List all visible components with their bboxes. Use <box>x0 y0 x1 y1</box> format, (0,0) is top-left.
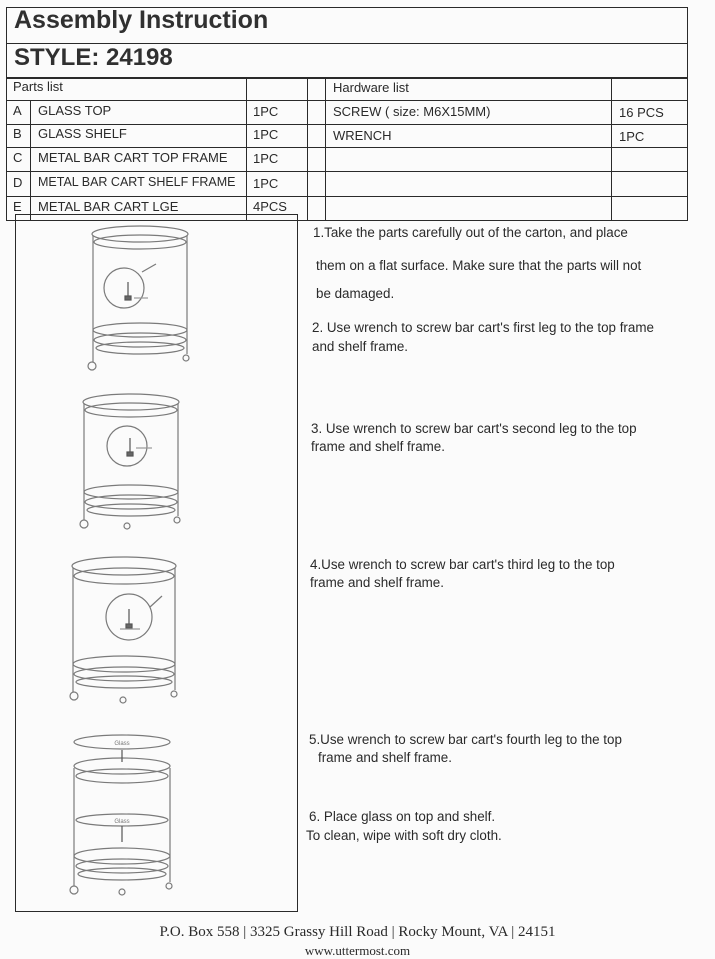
part-letter: E <box>13 199 22 214</box>
part-qty: 1PC <box>253 127 279 142</box>
assembly-illustrations <box>0 214 300 914</box>
table-rule <box>611 78 612 221</box>
cart-illustration-step-6 <box>70 735 172 895</box>
part-name: GLASS SHELF <box>38 126 127 141</box>
part-letter: B <box>13 126 22 141</box>
table-rule <box>325 78 326 221</box>
table-rule <box>6 124 688 125</box>
part-qty: 4PCS <box>253 199 287 214</box>
part-name: GLASS TOP <box>38 103 112 118</box>
footer-address: P.O. Box 558 | 3325 Grassy Hill Road | Rocky Mount, VA | 24151 <box>159 924 556 940</box>
table-rule <box>6 171 688 172</box>
step-3-line-2: frame and shelf frame. <box>311 439 445 454</box>
footer-website: www.uttermost.com <box>304 943 411 958</box>
step-4-line-1: 4.Use wrench to screw bar cart's third leg to the top <box>310 557 615 572</box>
part-qty: 1PC <box>253 104 279 119</box>
hardware-name: WRENCH <box>333 128 392 143</box>
step-2-line-2: and shelf frame. <box>312 339 409 354</box>
part-letter: C <box>13 150 23 165</box>
part-qty: 1PC <box>253 176 279 191</box>
hardware-list-heading: Hardware list <box>333 80 409 95</box>
cart-illustration-step-2 <box>88 226 189 370</box>
hardware-name: SCREW ( size: M6X15MM) <box>333 104 491 119</box>
table-rule <box>6 147 688 148</box>
parts-list-heading: Parts list <box>13 79 63 94</box>
step-1-line-3: be damaged. <box>316 286 395 301</box>
document-title: Assembly Instruction <box>14 6 269 34</box>
part-name: METAL BAR CART TOP FRAME <box>38 150 228 165</box>
table-rule <box>6 100 688 101</box>
style-number: STYLE: 24198 <box>14 44 173 71</box>
cart-illustration-step-3 <box>80 394 180 529</box>
table-rule <box>6 196 688 197</box>
step-1-line-1: 1.Take the parts carefully out of the carton, and place <box>313 225 628 240</box>
step-6-line-1: 6. Place glass on top and shelf. <box>309 809 496 824</box>
step-2-line-1: 2. Use wrench to screw bar cart's first leg to the top frame <box>312 320 654 335</box>
step-5-line-1: 5.Use wrench to screw bar cart's fourth leg to the top <box>309 732 622 747</box>
part-letter: A <box>13 103 22 118</box>
glass-top-label: Glass <box>114 741 130 747</box>
step-3-line-1: 3. Use wrench to screw bar cart's second leg to the top <box>311 421 637 436</box>
table-rule <box>307 78 308 221</box>
step-5-line-2: frame and shelf frame. <box>318 750 452 765</box>
part-letter: D <box>13 175 23 190</box>
glass-shelf-label: Glass <box>114 819 130 825</box>
part-name: METAL BAR CART SHELF FRAME <box>38 175 236 189</box>
part-qty: 1PC <box>253 151 279 166</box>
part-name: METAL BAR CART LGE <box>38 199 179 214</box>
table-rule <box>30 100 31 221</box>
hardware-qty: 16 PCS <box>619 105 664 120</box>
hardware-qty: 1PC <box>619 129 645 144</box>
step-1-line-2: them on a flat surface. Make sure that the parts will not <box>316 258 642 273</box>
table-rule <box>246 78 247 221</box>
cart-illustration-step-4 <box>70 557 177 703</box>
step-4-line-2: frame and shelf frame. <box>310 575 444 590</box>
step-6-line-2: To clean, wipe with soft dry cloth. <box>306 828 502 843</box>
